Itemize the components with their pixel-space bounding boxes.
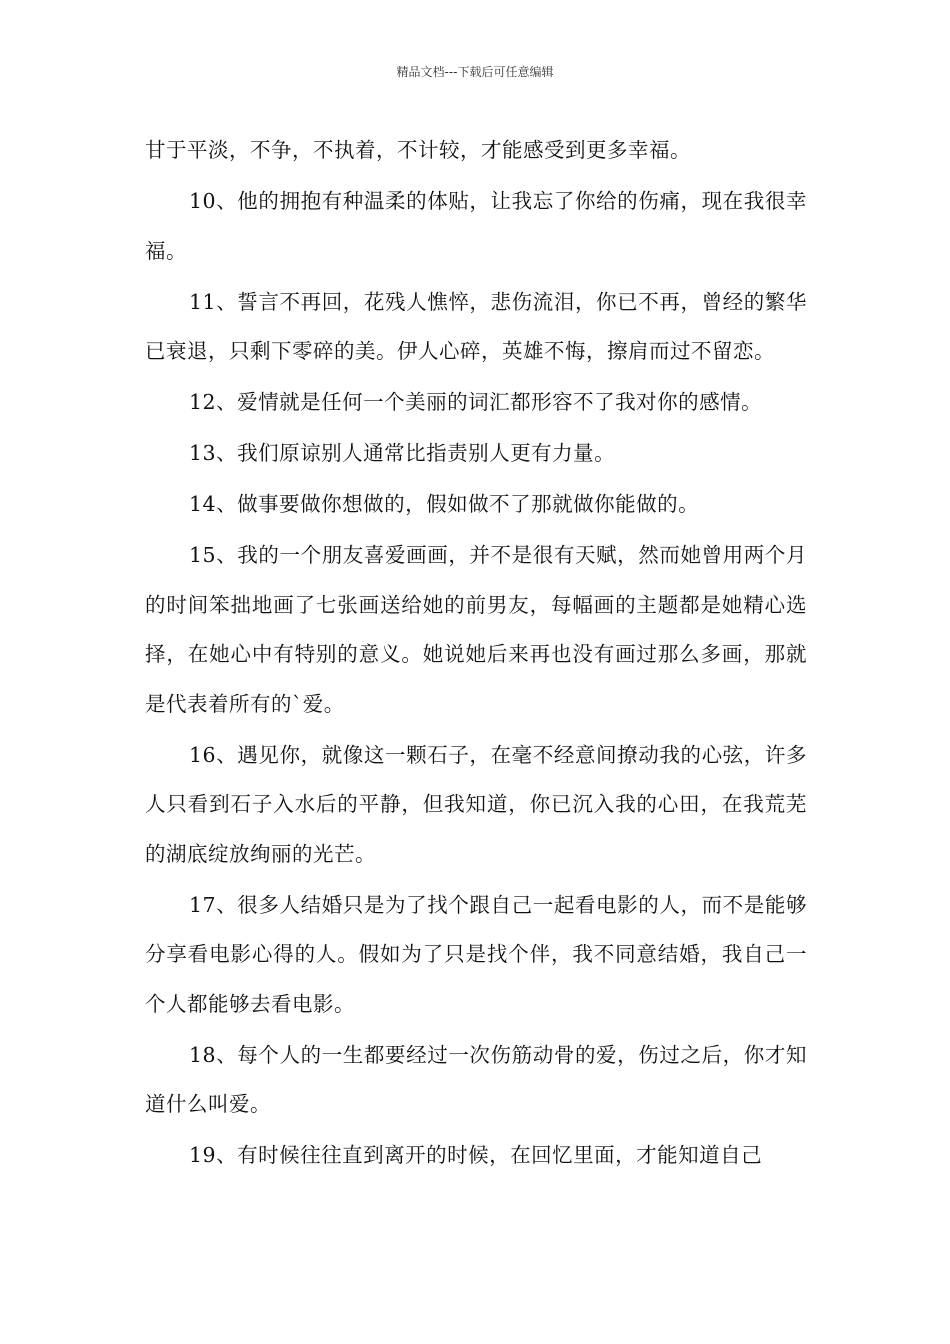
document-body [145,126,807,1182]
paragraph: 甘于平淡，不争，不执着，不计较，才能感受到更多幸福。 [145,138,691,162]
paragraph: 10、他的拥抱有种温柔的体贴，让我忘了你给的伤痛，现在我很幸福。 [145,189,807,263]
paragraph: 18、每个人的一生都要经过一次伤筋动骨的爱，伤过之后，你才知道什么叫爱。 [145,1042,807,1116]
paragraph: 17、很多人结婚只是为了找个跟自己一起看电影的人，而不是能够分享看电影心得的人。假如为了只是找个伴，我不同意结婚，我自己一个人都能够去看电影。 [145,892,807,1016]
paragraph: 12、爱情就是任何一个美丽的词汇都形容不了我对你的感情。 [189,390,763,414]
paragraph: 11、誓言不再回，花残人憔悴，悲伤流泪，你已不再，曾经的繁华已衰退，只剩下零碎的美。伊人心碎，英雄不悔，擦肩而过不留恋。 [145,289,807,363]
page-header: 精品文档---下载后可任意编辑 [396,65,554,79]
paragraph: 13、我们原谅别人通常比指责别人更有力量。 [189,441,616,465]
paragraph: 14、做事要做你想做的，假如做不了那就做你能做的。 [189,492,700,516]
paragraph: 16、遇见你，就像这一颗石子，在毫不经意间撩动我的心弦，许多人只看到石子入水后的平静，但我知道，你已沉入我的心田，在我荒芜的湖底绽放绚丽的光芒。 [145,742,807,866]
paragraph: 15、我的一个朋友喜爱画画，并不是很有天赋，然而她曾用两个月的时间笨拙地画了七张画送给她的前男友，每幅画的主题都是她精心选择，在她心中有特别的意义。她说她后来再也没有画过那么多画，那就是代表着所有的`爱。 [145,543,807,716]
paragraph: 19、有时候往往直到离开的时候，在回忆里面，才能知道自己 [189,1143,763,1167]
